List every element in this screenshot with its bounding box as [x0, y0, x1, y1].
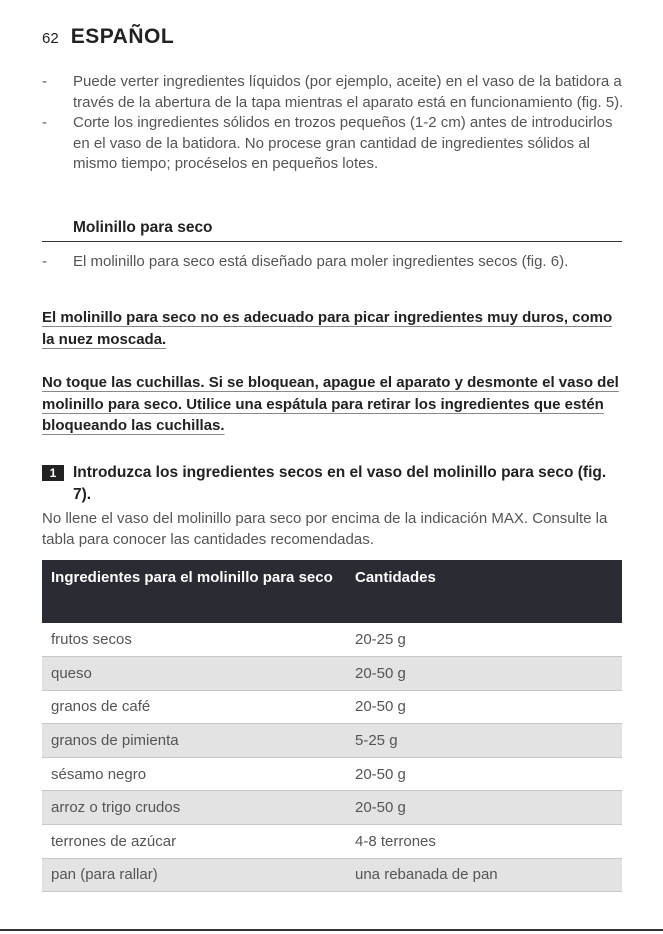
table-row [42, 690, 622, 724]
table-cell: sésamo negro [42, 757, 345, 791]
table-row [42, 825, 622, 859]
bullet-text: El molinillo para seco está diseñado para moler ingredientes secos (fig. 6). [73, 253, 569, 270]
list-item: - Corte los ingredientes sólidos en trozos pequeños (1-2 cm) antes de introducirlos en el vaso de la batidora. No procese gran cantidad de ingredientes sólidos al mismo tiempo; procéselos en pequeños lotes. [42, 114, 613, 172]
table-header-row [42, 560, 622, 623]
table-cell: 5-25 g [345, 724, 622, 758]
table-row [42, 791, 622, 825]
table-cell: 4-8 terrones [345, 825, 622, 859]
table-cell: 20-50 g [345, 690, 622, 724]
table-row [42, 858, 622, 892]
table-row [42, 724, 622, 758]
column-header: Cantidades [345, 560, 622, 623]
table-row [42, 757, 622, 791]
column-header: Ingredientes para el molinillo para seco [42, 560, 345, 623]
table-row [42, 657, 622, 691]
table-cell: una rebanada de pan [345, 858, 622, 892]
table-cell: granos de café [42, 690, 345, 724]
bullet-text: Corte los ingredientes sólidos en trozos pequeños (1-2 cm) antes de introducirlos en el vaso de la batidora. No procese gran cantidad de ingredientes sólidos al mismo tiempo; procéselos en pequeños lotes. [73, 114, 613, 172]
list-item: - Puede verter ingredientes líquidos (por ejemplo, aceite) en el vaso de la batidora a través de la abertura de la tapa mientras el aparato está en funcionamiento (fig. 5). [42, 73, 624, 111]
language-heading: ESPAÑOL [70, 25, 175, 48]
table-cell: frutos secos [42, 623, 345, 657]
table-cell: arroz o trigo crudos [42, 791, 345, 825]
step-note: No llene el vaso del molinillo para seco por encima de la indicación MAX. Consulte la tabla para conocer las cantidades recomendadas. [42, 510, 608, 548]
table-cell: queso [42, 657, 345, 691]
table-cell: 20-50 g [345, 657, 622, 691]
step-text: Introduzca los ingredientes secos en el vaso del molinillo para seco (fig. 7). [73, 464, 607, 503]
table-cell: pan (para rallar) [42, 858, 345, 892]
step-instruction [42, 462, 612, 505]
quantities-table [42, 560, 622, 892]
page-header [42, 25, 174, 49]
table-cell: granos de pimienta [42, 724, 345, 758]
intro-bullet-list [42, 72, 627, 175]
page-number: 62 [42, 30, 59, 47]
bullet-text: Puede verter ingredientes líquidos (por ejemplo, aceite) en el vaso de la batidora a través de la abertura de la tapa mientras el aparato está en funcionamiento (fig. 5). [73, 73, 624, 111]
warning-text: El molinillo para seco no es adecuado para picar ingredientes muy duros, como la nuez moscada. [42, 309, 613, 348]
table-row [42, 623, 622, 657]
list-item: - El molinillo para seco está diseñado para moler ingredientes secos (fig. 6). [42, 253, 569, 270]
section-title: Molinillo para seco [42, 217, 622, 242]
table-cell: 20-50 g [345, 791, 622, 825]
table-cell: 20-25 g [345, 623, 622, 657]
table-cell: 20-50 g [345, 757, 622, 791]
bottom-divider [0, 929, 663, 931]
step-number-badge: 1 [42, 465, 64, 481]
table-cell: terrones de azúcar [42, 825, 345, 859]
warning-text: No toque las cuchillas. Si se bloquean, apague el aparato y desmonte el vaso del molinillo para seco. Utilice una espátula para retirar los ingredientes que estén bloqueando las cuchillas. [42, 374, 619, 434]
